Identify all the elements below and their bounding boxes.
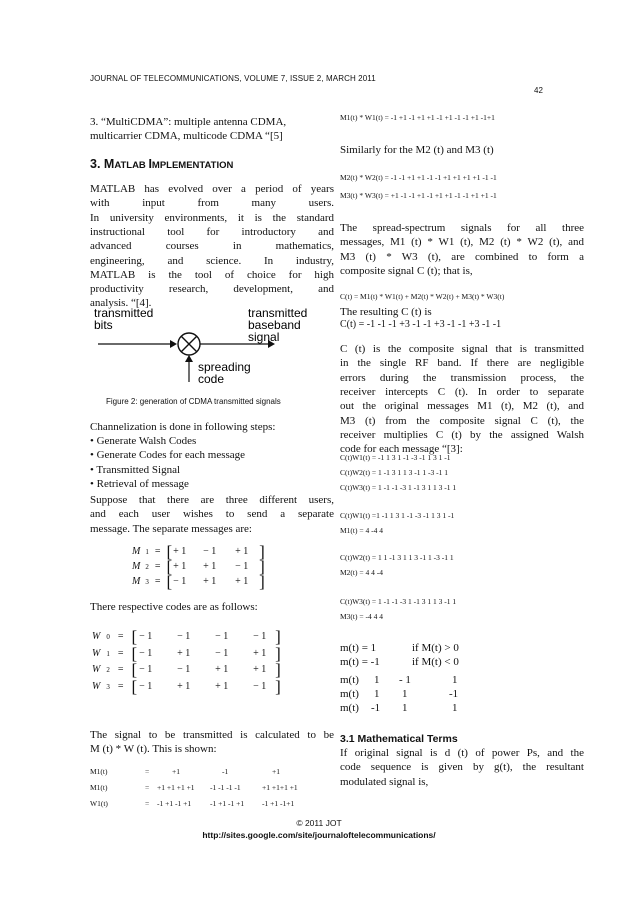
signal-value: +1 [272,767,280,776]
composite-paragraph-line: in the single RF band. If there are negligible [340,357,584,370]
matlab-paragraph-line: productivity research, development, and [90,283,334,296]
message-row [132,542,265,561]
subsection-heading: 3.1 Mathematical Terms [340,733,458,745]
left-bracket: [ [131,643,138,663]
message-name: M [132,546,141,557]
math-paragraph-line: code sequence is given by g(t), the resultant [340,761,584,774]
code-subscript: 3 [106,682,110,691]
cw-row: C(t)W3(t) = 1 -1 -1 -3 1 -1 3 1 1 3 -1 1 [340,483,457,492]
figure-label-out-2: baseband [248,318,301,332]
mtable-cell: - 1 [399,674,411,686]
spread-paragraph-line: composite signal C (t); that is, [340,264,473,277]
block1-line1: C(t)W1(t) =1 -1 1 3 1 -1 -3 -1 1 3 1 -1 [340,511,455,520]
m2w2-row: M2(t) * W2(t) = -1 -1 +1 +1 -1 -1 +1 +1 +1 +1 -1 -1 [340,173,497,182]
mtable-cell: 1 [402,702,408,714]
matrix-entry: + 1 [215,680,229,692]
matlab-paragraph-line: engineering, and science. In industry, [90,254,334,267]
equals-sign: = [117,664,124,675]
right-bracket: ] [259,557,265,576]
matlab-paragraph-line: with input from many users. [90,197,334,210]
left-bracket: [ [131,660,138,679]
signal-equals: = [145,783,150,792]
matrix-entry: − 1 [139,647,153,659]
cw-row: C(t)W2(t) = 1 -1 3 1 1 3 -1 1 -3 -1 1 [340,468,448,477]
composite-paragraph-line: receiver multiplies C (t) by the assigned Walsh [340,428,584,441]
decision-cond: if M(t) < 0 [412,656,459,668]
mtable-cell: m(t) [340,674,359,686]
mtable-cell: m(t) [340,688,359,700]
reference-line-2: multicarrier CDMA, multicode CDMA “[5] [90,130,283,142]
figure-label-code-1: spreading [198,360,251,374]
signal-equals: = [145,767,150,776]
block3-line2: M3(t) = -4 4 4 [340,612,383,621]
matrix-entry: − 1 [215,647,229,659]
resulting-line: The resulting C (t) is [340,306,432,318]
footer-copyright: © 2011 JOT [296,818,342,828]
cdma-block-diagram [90,300,330,400]
matrix-entry: − 1 [253,680,267,692]
figure-label-in-2: bits [94,318,113,332]
matrix-entry: − 1 [139,631,153,642]
similarly-line: Similarly for the M2 (t) and M3 (t) [340,144,494,156]
composite-paragraph-line: code for each message “[3]: [340,443,463,456]
matrix-entry: + 1 [235,546,249,557]
matrix-entry: + 1 [235,576,249,587]
left-bracket: [ [131,627,138,646]
footer-url: http://sites.google.com/site/journaloftelecommunications/ [202,830,436,840]
message-row [132,557,265,576]
decision-m: m(t) = -1 [340,656,380,668]
matlab-paragraph-line: In university environments, it is the standard [90,211,334,224]
matrix-entry: − 1 [215,631,229,642]
block2-line1: C(t)W2(t) = 1 1 -1 3 1 1 3 -1 1 -3 -1 1 [340,553,454,562]
matrix-entry: − 1 [203,546,217,557]
code-row [92,627,281,646]
message-subscript: 1 [145,548,149,556]
matrix-entry: + 1 [173,546,187,557]
right-bracket: ] [275,660,281,679]
code-arrow-icon [185,355,193,362]
math-paragraph-line: If original signal is d (t) of power Ps, and the [340,747,584,759]
code-row [92,643,281,663]
ct-equation: C(t) = M1(t) * W1(t) + M2(t) * W2(t) + M3(t) * W3(t) [340,292,505,301]
right-bracket: ] [259,572,265,591]
figure-label-out-3: signal [248,330,280,344]
decision-m: m(t) = 1 [340,642,377,654]
signal-value: -1 -1 -1 -1 [210,783,241,792]
matrix-entry: − 1 [139,680,153,692]
m3w3-row: M3(t) * W3(t) = +1 -1 -1 +1 -1 +1 +1 -1 -1 +1 +1 -1 [340,191,497,200]
matlab-paragraph-line: instructional tool for introductory and [90,225,334,238]
equals-sign: = [154,576,161,587]
message-name: M [132,576,141,587]
composite-paragraph-line: out the original messages M1 (t), M2 (t), and [340,400,584,413]
matrix-entry: + 1 [173,561,187,572]
message-name: M [132,561,141,572]
mtable-cell: m(t) [340,702,359,714]
figure-label-code-2: code [198,372,225,386]
figure-label-out-1: transmitted [248,306,308,320]
code-name: W [92,664,101,675]
page-number: 42 [534,86,544,95]
step-item: • Generate Walsh Codes [90,435,197,447]
block1-line2: M1(t) = 4 -4 4 [340,526,383,535]
mtable-cell: 1 [374,688,380,700]
mtable-cell: -1 [449,688,459,700]
matrix-entry: − 1 [177,631,191,642]
matrix-entry: + 1 [253,647,267,659]
matlab-paragraph-line: advanced courses in mathematics, [90,240,334,253]
decision-cond: if M(t) > 0 [412,642,459,654]
spread-paragraph-line: M3 (t) * W3 (t), are combined to form a [340,250,584,263]
matrix-entry: − 1 [253,631,267,642]
right-bracket: ] [275,643,281,663]
code-subscript: 2 [106,666,110,674]
block2-line2: M2(t) = 4 4 -4 [340,568,383,577]
code-subscript: 0 [106,633,110,641]
code-row [92,660,281,679]
code-name: W [92,631,101,642]
composite-paragraph-line: M3 (t) from the composite signal C (t), the [340,414,584,427]
left-bracket: [ [166,572,173,591]
composite-paragraph-line: errors during the transmission process, the [340,371,584,384]
signal-label: M1(t) [90,767,108,776]
signal-value: -1 +1 -1+1 [262,799,295,808]
block3-line1: C(t)W3(t) = 1 -1 -1 -3 1 -1 3 1 1 3 -1 1 [340,597,457,606]
matrix-entry: + 1 [177,680,191,692]
mtable-cell: 1 [402,688,408,700]
signal-value: -1 +1 -1 +1 [210,799,245,808]
matlab-paragraph-line: MATLAB has evolved over a period of years [90,183,334,195]
signal-value: +1 +1+1 +1 [262,783,298,792]
m1w1-row: M1(t) * W1(t) = -1 +1 -1 +1 +1 -1 +1 -1 -1 +1 -1+1 [340,113,495,122]
mtable-cell: 1 [452,702,458,714]
equals-sign: = [117,680,124,692]
signal-label: M1(t) [90,783,108,792]
message-subscript: 2 [145,563,149,571]
mtable-cell: -1 [371,702,381,714]
mtable-cell: 1 [452,674,458,686]
figure-label-in-1: transmitted [94,306,154,320]
suppose-paragraph-line: message. The separate messages are: [90,522,252,535]
matrix-entry: − 1 [177,664,191,675]
signal-label: W1(t) [90,799,108,808]
input-arrow-icon [170,340,177,348]
figure-caption: Figure 2: generation of CDMA transmitted signals [106,397,281,406]
step-item: • Transmitted Signal [90,463,181,476]
codes-intro: There respective codes are as follows: [90,601,258,613]
spread-paragraph-line: messages, M1 (t) * W1 (t), M2 (t) * W2 (t), and [340,236,584,249]
reference-line-1: 3. “MultiCDMA”: multiple antenna CDMA, [90,116,287,128]
steps-intro: Channelization is done in following steps: [90,421,276,433]
composite-paragraph-line: receiver intercepts C (t). In order to separate [340,385,584,398]
math-paragraph-line: modulated signal is, [340,775,429,788]
cw-row: C(t)W1(t) = -1 1 3 1 -1 -3 -1 1 3 1 -1 [340,453,451,462]
equals-sign: = [117,631,124,642]
suppose-paragraph-line: Suppose that there are three different users, [90,494,334,506]
matrix-entry: + 1 [203,576,217,587]
composite-paragraph-line: C (t) is the composite signal that is transmitted [340,343,584,355]
equals-sign: = [154,546,161,557]
code-row [92,676,281,696]
ct-values: C(t) = -1 -1 -1 +3 -1 -1 +3 -1 -1 +3 -1 -1 [340,319,502,330]
signal-value: -1 +1 -1 +1 [157,799,192,808]
message-row [132,572,265,591]
figure-2 [90,300,330,400]
code-name: W [92,647,101,659]
right-bracket: ] [259,542,265,561]
spread-paragraph-line: The spread-spectrum signals for all three [340,222,584,234]
matrix-entry: + 1 [203,561,217,572]
signal-value: -1 [222,767,229,776]
equals-sign: = [117,647,124,659]
mtable-cell: 1 [374,674,380,686]
left-bracket: [ [166,542,173,561]
right-bracket: ] [275,627,281,646]
matrix-entry: + 1 [215,664,229,675]
matlab-paragraph-line: analysis. “[4]. [90,297,152,310]
code-subscript: 1 [106,649,110,658]
section-heading: 3. MATLAB IMPLEMENTATION [90,157,234,171]
journal-header: JOURNAL OF TELECOMMUNICATIONS, VOLUME 7, ISSUE 2, MARCH 2011 [90,74,376,83]
signal-paragraph-line: M (t) * W (t). This is shown: [90,743,217,756]
matrix-entry: − 1 [139,664,153,675]
suppose-paragraph-line: and each user wishes to send a separate [90,508,334,521]
signal-value: +1 +1 +1 +1 [157,783,195,792]
matlab-paragraph-line: MATLAB is the tool of choice for high [90,268,334,281]
matrix-entry: − 1 [235,561,249,572]
signal-paragraph-line: The signal to be transmitted is calculated to be [90,729,334,741]
signal-value: +1 [172,767,180,776]
matrix-entry: − 1 [173,576,187,587]
matrix-entry: + 1 [177,647,191,659]
equals-sign: = [154,561,161,572]
signal-equals: = [145,799,150,808]
right-bracket: ] [275,676,281,696]
left-bracket: [ [166,557,173,576]
left-bracket: [ [131,676,138,696]
step-item: • Generate Codes for each message [90,449,246,462]
message-subscript: 3 [145,578,149,586]
step-item: • Retrieval of message [90,477,189,490]
matrix-entry: + 1 [253,664,267,675]
code-name: W [92,680,101,692]
